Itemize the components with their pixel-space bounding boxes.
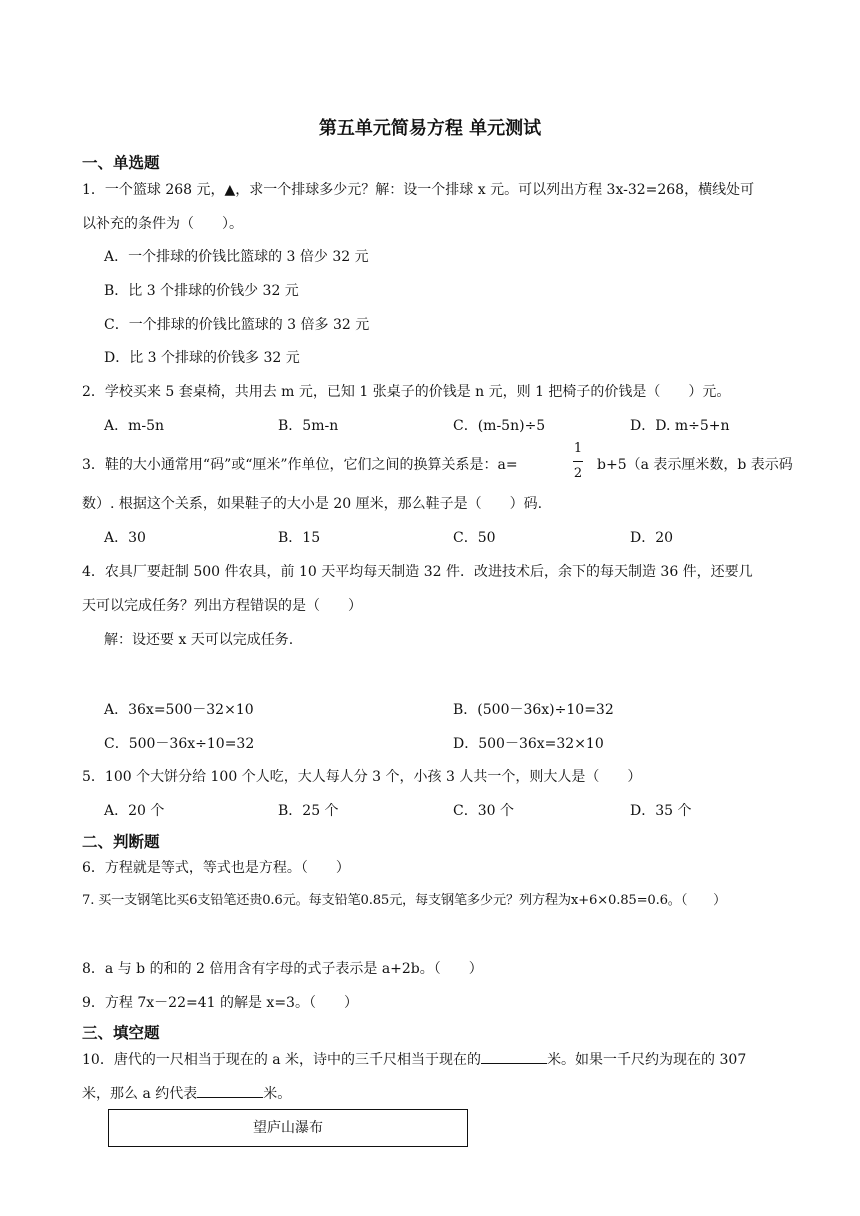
q4-option-a: A．36x=500－32×10 <box>104 702 254 718</box>
section-heading-fill-in: 三、填空题 <box>82 1024 160 1042</box>
q10-answer-blank-1[interactable] <box>481 1049 547 1064</box>
q3-text-line2: 数）. 根据这个关系，如果鞋子的大小是 20 厘米，那么鞋子是（ ）码. <box>82 496 543 512</box>
q1-option-b: B．比 3 个排球的价钱少 32 元 <box>104 283 299 299</box>
q4-solution-line: 解：设还要 x 天可以完成任务. <box>104 632 294 648</box>
q4-text-line1: 4．农具厂要赶制 500 件农具，前 10 天平均每天制造 32 件．改进技术后，余下的每天制造 36 件，还要几 <box>82 564 753 580</box>
q1-option-d: D．比 3 个排球的价钱多 32 元 <box>104 350 300 366</box>
q3-option-c: C．50 <box>453 530 496 546</box>
q2-option-c: C．(m-5n)÷5 <box>453 418 546 434</box>
q5-option-b: B．25 个 <box>278 803 339 819</box>
q2-option-b: B．5m-n <box>278 418 339 434</box>
q3-option-a: A．30 <box>104 530 146 546</box>
q3-option-b: B．15 <box>278 530 321 546</box>
q1-text-line1: 1．一个篮球 268 元，▲，求一个排球多少元？解：设一个排球 x 元。可以列出方程 3x-32=268，横线处可 <box>82 182 755 198</box>
q3-fraction-numerator: 1 <box>573 441 583 456</box>
q3-fraction-bar <box>573 461 583 462</box>
q10-answer-blank-2[interactable] <box>197 1083 263 1098</box>
q3-text-line1-start: 3．鞋的大小通常用“码”或“厘米”作单位，它们之间的换算关系是：a= <box>82 457 518 473</box>
q2-option-d: D．D. m÷5+n <box>630 418 730 434</box>
section-heading-true-false: 二、判断题 <box>82 833 160 851</box>
section-heading-single-choice: 一、单选题 <box>82 154 160 172</box>
q10-line1-start: 10．唐代的一尺相当于现在的 a 米，诗中的三千尺相当于现在的 <box>82 1052 482 1068</box>
q1-text-line2: 以补充的条件为（ ）。 <box>82 216 243 232</box>
q4-text-line2: 天可以完成任务？列出方程错误的是（ ） <box>82 598 362 614</box>
page-title: 第五单元简易方程 单元测试 <box>318 118 542 139</box>
q5-text-line1: 5．100 个大饼分给 100 个人吃，大人每人分 3 个，小孩 3 人共一个，则大人是（ ） <box>82 769 642 785</box>
q4-option-b: B．(500－36x)÷10=32 <box>453 702 614 718</box>
q10-text-line2 <box>82 1083 810 1104</box>
q2-option-a: A．m-5n <box>104 418 165 434</box>
q5-option-c: C．30 个 <box>453 803 514 819</box>
q3-fraction-denominator: 2 <box>573 466 583 481</box>
poem-title-box: 望庐山瀑布 <box>108 1109 468 1147</box>
q5-option-d: D．35 个 <box>630 803 692 819</box>
q10-text-line1 <box>82 1049 810 1070</box>
q6-text: 6．方程就是等式，等式也是方程。（ ） <box>82 860 350 876</box>
q4-option-c: C．500－36x÷10=32 <box>104 736 255 752</box>
q3-text-line1-end: b+5（a 表示厘米数，b 表示码 <box>597 457 793 473</box>
q4-option-d: D．500－36x=32×10 <box>453 736 604 752</box>
q10-line2-end: 米。 <box>263 1086 292 1102</box>
q3-option-d: D．20 <box>630 530 674 546</box>
q5-option-a: A．20 个 <box>104 803 165 819</box>
q1-option-a: A．一个排球的价钱比篮球的 3 倍少 32 元 <box>104 249 369 265</box>
q9-text: 9．方程 7x－22=41 的解是 x=3。（ ） <box>82 995 358 1011</box>
q8-text: 8．a 与 b 的和的 2 倍用含有字母的式子表示是 a+2b。（ ） <box>82 961 483 977</box>
q2-text-line1: 2．学校买来 5 套桌椅，共用去 m 元，已知 1 张桌子的价钱是 n 元，则 1 把椅子的价钱是（ ）元。 <box>82 384 731 400</box>
q10-line1-end: 米。如果一千尺约为现在的 307 <box>547 1052 747 1068</box>
q7-text: 7. 买一支钢笔比买6支铅笔还贵0.6元。每支铅笔0.85元，每支钢笔多少元？列方程为x+6×0.85=0.6。（ ） <box>82 893 727 908</box>
q1-option-c: C．一个排球的价钱比篮球的 3 倍多 32 元 <box>104 317 370 333</box>
q10-line2-start: 米，那么 a 约代表 <box>82 1086 198 1102</box>
